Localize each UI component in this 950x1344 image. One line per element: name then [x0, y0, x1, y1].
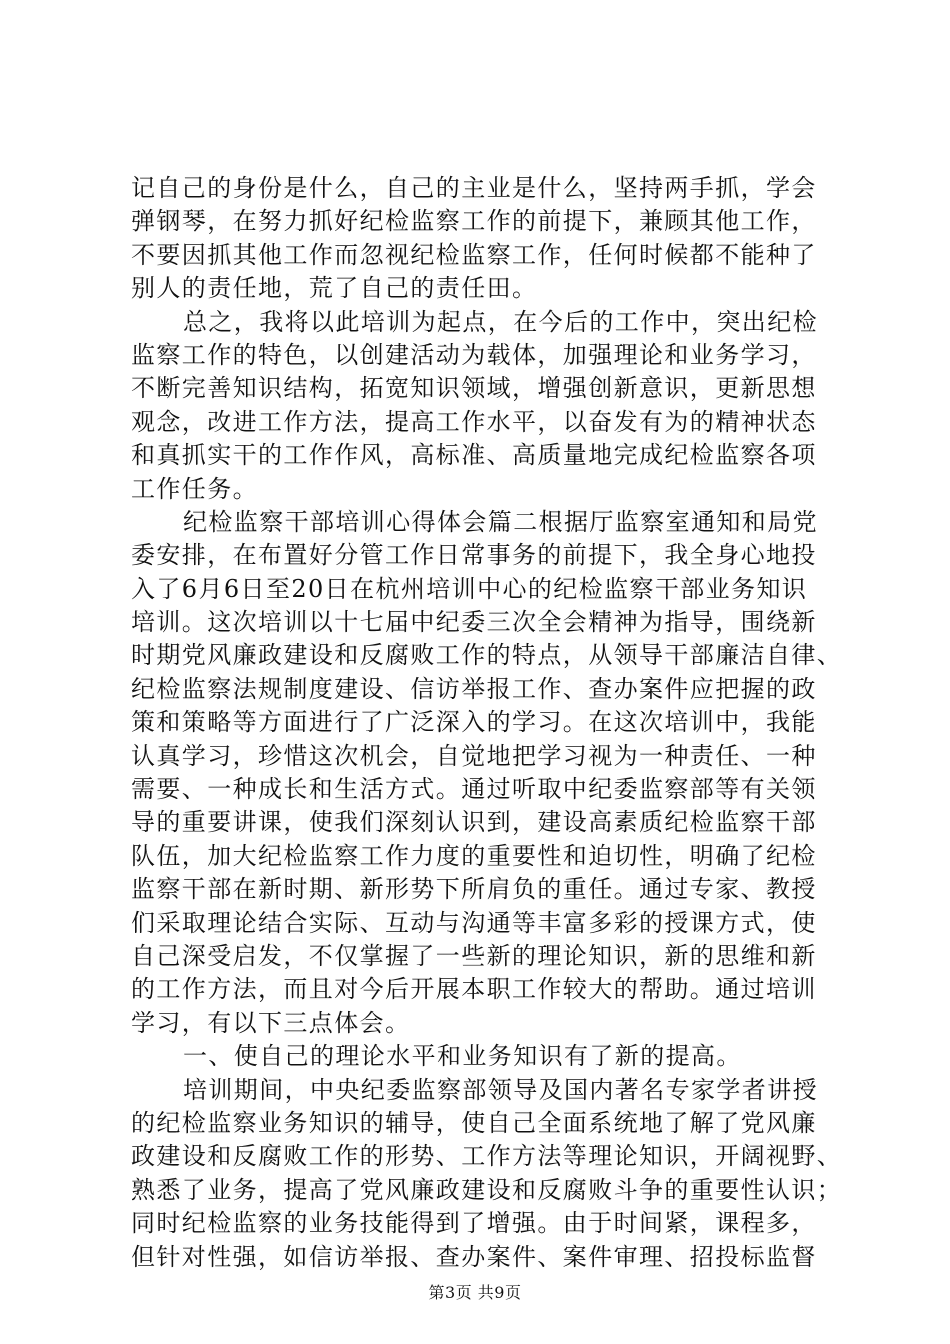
paragraph-start-line: 总之，我将以此培训为起点，在今后的工作中，突出纪检 [183, 307, 818, 336]
text-line: 不断完善知识结构，拓宽知识领域，增强创新意识，更新思想 [131, 374, 817, 403]
text-line: 时期党风廉政建设和反腐败工作的特点，从领导干部廉洁自律、 [131, 641, 843, 670]
text-line: 委安排，在布置好分管工作日常事务的前提下，我全身心地投 [131, 541, 817, 570]
text-line: 培训。这次培训以十七届中纪委三次全会精神为指导，围绕新 [131, 608, 817, 637]
text-line: 和真抓实干的工作作风，高标准、高质量地完成纪检监察各项 [131, 441, 817, 470]
section-heading: 一、使自己的理论水平和业务知识有了新的提高。 [183, 1042, 742, 1071]
text-line: 认真学习，珍惜这次机会，自觉地把学习视为一种责任、一种 [131, 741, 817, 770]
text-line: 但针对性强，如信访举报、查办案件、案件审理、招投标监督 [131, 1242, 817, 1271]
text-line: 同时纪检监察的业务技能得到了增强。由于时间紧，课程多， [131, 1209, 817, 1238]
document-body [131, 172, 843, 1274]
paragraph-start-line: 培训期间，中央纪委监察部领导及国内著名专家学者讲授 [183, 1075, 818, 1104]
text-line: 学习，有以下三点体会。 [131, 1008, 411, 1037]
text-line: 入了6月6日至20日在杭州培训中心的纪检监察干部业务知识 [131, 574, 808, 603]
text-line: 别人的责任地，荒了自己的责任田。 [131, 274, 538, 303]
text-line: 观念，改进工作方法，提高工作水平，以奋发有为的精神状态 [131, 407, 817, 436]
text-line: 导的重要讲课，使我们深刻认识到，建设高素质纪检监察干部 [131, 808, 817, 837]
text-line: 不要因抓其他工作而忽视纪检监察工作，任何时候都不能种了 [131, 240, 817, 269]
text-line: 政建设和反腐败工作的形势、工作方法等理论知识，开阔视野、 [131, 1142, 843, 1171]
text-line: 记自己的身份是什么，自己的主业是什么，坚持两手抓，学会 [131, 174, 817, 202]
text-line: 弹钢琴，在努力抓好纪检监察工作的前提下，兼顾其他工作， [131, 207, 817, 236]
text-line: 需要、一种成长和生活方式。通过听取中纪委监察部等有关领 [131, 775, 817, 804]
text-line: 监察干部在新时期、新形势下所肩负的重任。通过专家、教授 [131, 875, 817, 904]
text-line: 们采取理论结合实际、互动与沟通等丰富多彩的授课方式，使 [131, 908, 817, 937]
text-line: 队伍，加大纪检监察工作力度的重要性和迫切性，明确了纪检 [131, 841, 817, 870]
text-line: 熟悉了业务，提高了党风廉政建设和反腐败斗争的重要性认识； [131, 1175, 843, 1204]
text-line: 监察工作的特色，以创建活动为载体，加强理论和业务学习， [131, 340, 817, 369]
paragraph-start-line: 纪检监察干部培训心得体会篇二根据厅监察室通知和局党 [183, 507, 818, 536]
text-line: 的工作方法，而且对今后开展本职工作较大的帮助。通过培训 [131, 975, 817, 1004]
text-line: 工作任务。 [131, 474, 258, 503]
text-line: 纪检监察法规制度建设、信访举报工作、查办案件应把握的政 [131, 674, 817, 703]
page-number-footer: 第3页 共9页 [428, 1283, 522, 1302]
text-line: 的纪检监察业务知识的辅导，使自己全面系统地了解了党风廉 [131, 1108, 817, 1137]
text-line: 策和策略等方面进行了广泛深入的学习。在这次培训中，我能 [131, 708, 817, 737]
text-line: 自己深受启发，不仅掌握了一些新的理论知识，新的思维和新 [131, 941, 817, 970]
